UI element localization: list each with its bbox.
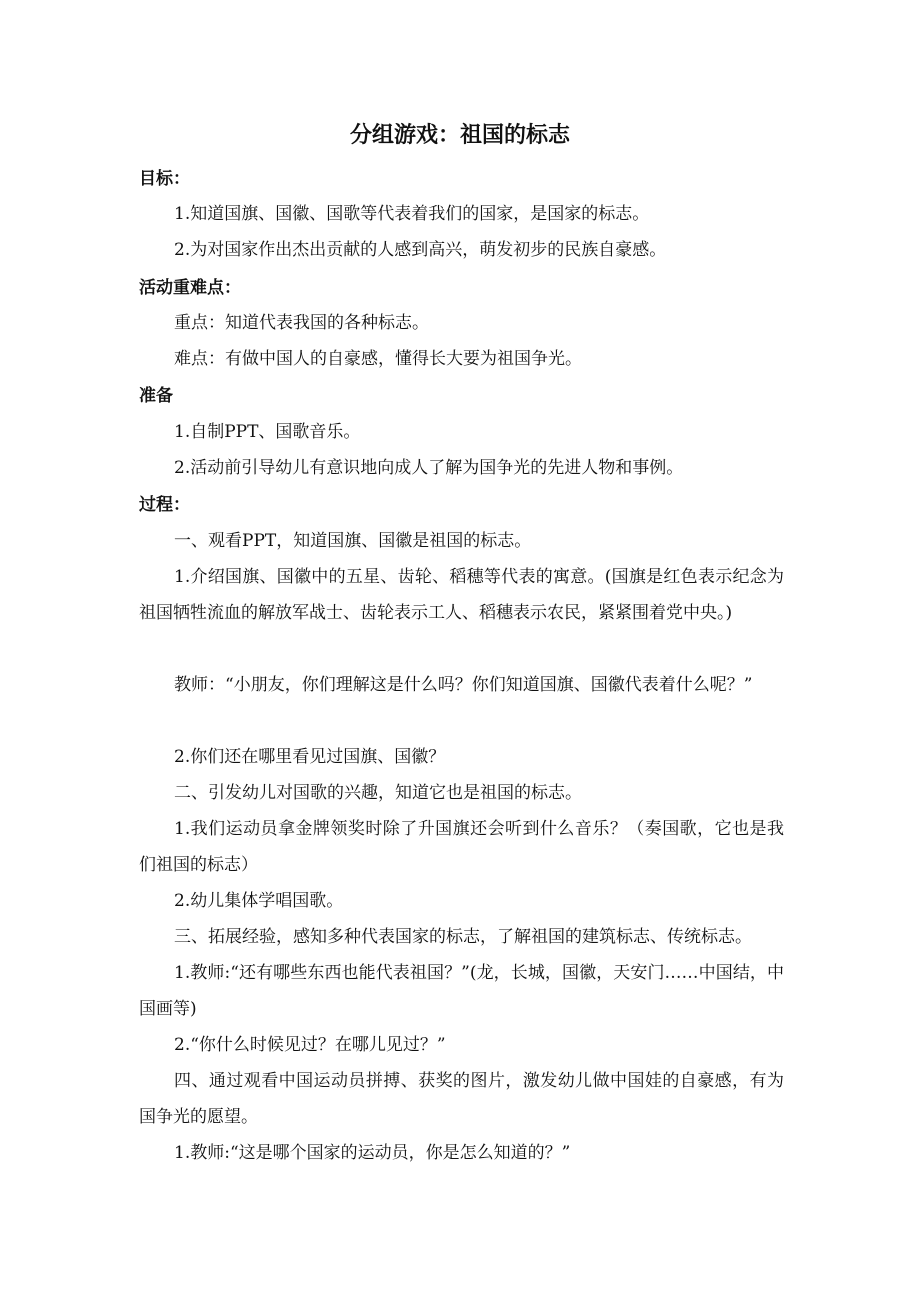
difficult-point: 难点：有做中国人的自豪感，懂得长大要为祖国争光。 [174, 349, 582, 369]
process-step-4: 四、通过观看中国运动员拼搏、获奖的图片，激发幼儿做中国娃的自豪感，有为国争光的愿望。 [139, 1071, 784, 1127]
prep-heading: 准备 [139, 386, 173, 406]
process-step-3-1: 1.教师:“还有哪些东西也能代表祖国？”(龙，长城，国徽，天安门……中国结，中国画等) [139, 963, 784, 1019]
process-step-1-teacher: 教师：“小朋友，你们理解这是什么吗？你们知道国旗、国徽代表着什么呢？” [174, 675, 753, 695]
process-step-2: 二、引发幼儿对国歌的兴趣，知道它也是祖国的标志。 [174, 783, 582, 803]
goal-item-2: 2.为对国家作出杰出贡献的人感到高兴，萌发初步的民族自豪感。 [174, 240, 667, 260]
process-heading: 过程： [139, 495, 190, 515]
process-step-4-1: 1.教师:“这是哪个国家的运动员，你是怎么知道的？” [174, 1143, 571, 1163]
prep-item-2: 2.活动前引导幼儿有意识地向成人了解为国争光的先进人物和事例。 [174, 458, 684, 478]
process-step-2-1: 1.我们运动员拿金牌领奖时除了升国旗还会听到什么音乐？（奏国歌，它也是我们祖国的标志） [139, 819, 784, 875]
process-step-1-2: 2.你们还在哪里看见过国旗、国徽？ [174, 747, 446, 767]
process-step-3: 三、拓展经验，感知多种代表国家的标志，了解祖国的建筑标志、传统标志。 [174, 927, 752, 947]
goal-item-1: 1.知道国旗、国徽、国歌等代表着我们的国家，是国家的标志。 [174, 204, 650, 224]
goals-heading: 目标： [139, 169, 190, 189]
prep-item-1: 1.自制PPT、国歌音乐。 [174, 422, 361, 442]
process-step-1: 一、观看PPT，知道国旗、国徽是祖国的标志。 [174, 531, 532, 551]
focus-heading: 活动重难点： [139, 278, 241, 298]
document-title: 分组游戏：祖国的标志 [349, 123, 570, 148]
key-point: 重点：知道代表我国的各种标志。 [174, 313, 429, 333]
process-step-2-2: 2.幼儿集体学唱国歌。 [174, 891, 344, 911]
process-step-3-2: 2.“你什么时候见过？在哪儿见过？” [174, 1035, 446, 1055]
process-step-1-1: 1.介绍国旗、国徽中的五星、齿轮、稻穗等代表的寓意。(国旗是红色表示纪念为祖国牺牲流血的解放军战士、齿轮表示工人、稻穗表示农民，紧紧围着党中央。) [139, 567, 784, 623]
